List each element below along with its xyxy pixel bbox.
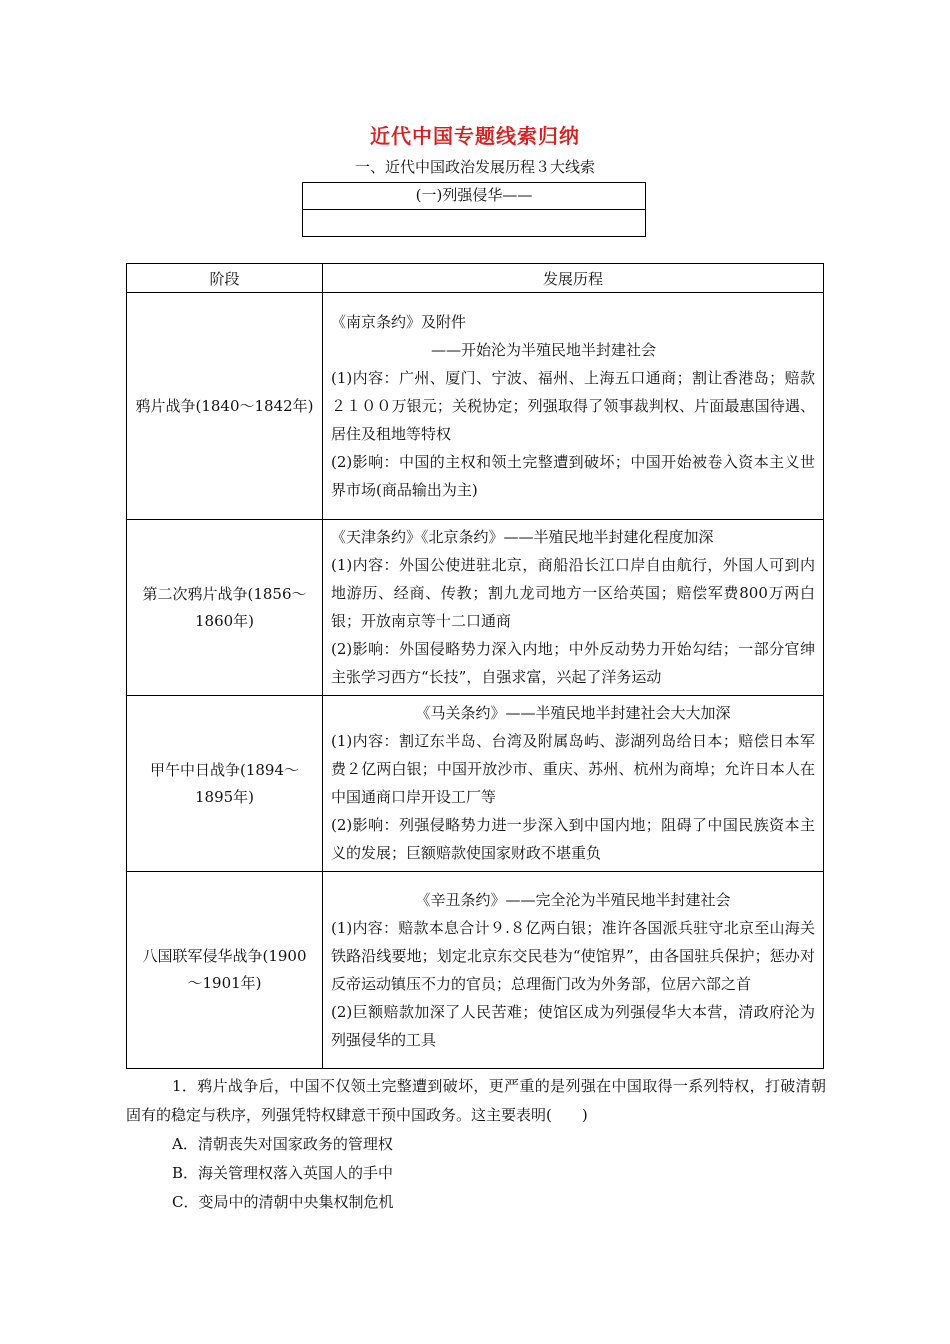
table-row (127, 696, 824, 872)
treaty-line: 《南京条约》及附件 (331, 312, 467, 331)
impact-text: (2)影响：中国的主权和领土完整遭到破坏；中国开始被卷入资本主义世界市场(商品输出为主) (331, 452, 815, 499)
option-b[interactable]: B．海关管理权落入英国人的手中 (172, 1164, 394, 1182)
treaty-line: 《天津条约》《北京条约》——半殖民地半封建化程度加深 (331, 528, 714, 546)
content-text: (1)内容：割辽东半岛、台湾及附属岛屿、澎湖列岛给日本；赔偿日本军费２亿两白银；中国开放沙市、重庆、苏州、杭州为商埠；允许日本人在中国通商口岸开设工厂等 (331, 732, 815, 806)
detail-cell (323, 520, 824, 696)
impact-text: (2)巨额赔款加深了人民苦难；使馆区成为列强侵华大本营，清政府沦为列强侵华的工具 (331, 1002, 815, 1049)
treaty-line: 《辛丑条约》——完全沦为半殖民地半封建社会 (415, 890, 731, 909)
table-row (127, 293, 824, 520)
stage-cell: 八国联军侵华战争(1900～1901年) (127, 872, 323, 1069)
impact-text: (2)影响：外国侵略势力深入内地；中外反动势力开始勾结；一部分官绅主张学习西方“长技”，自强求富，兴起了洋务运动 (331, 640, 815, 686)
content-text: (1)内容：外国公使进驻北京，商船沿长江口岸自由航行，外国人可到内地游历、经商、传教；割九龙司地方一区给英国；赔偿军费800万两白银；开放南京等十二口通商 (331, 556, 815, 630)
table-row (127, 872, 824, 1069)
section-subtitle: 一、近代中国政治发展历程３大线索 (354, 158, 595, 176)
question-stem: 1．鸦片战争后，中国不仅领土完整遭到破坏，更严重的是列强在中国取得一系列特权，打破清朝固有的稳定与秩序，列强凭特权肆意干预中国政务。这主要表明( ) (126, 1077, 826, 1124)
content-text: (1)内容：广州、厦门、宁波、福州、上海五口通商；割让香港岛；赔款２１００万银元；关税协定；列强取得了领事裁判权、片面最惠国待遇、居住及租地等特权 (331, 368, 815, 443)
treaty-effect: ——开始沦为半殖民地半封建社会 (431, 340, 657, 359)
option-c[interactable]: C．变局中的清朝中央集权制危机 (172, 1193, 394, 1211)
table-row (127, 520, 824, 696)
question-block (126, 1072, 826, 1217)
detail-cell (323, 696, 824, 872)
header-process: 发展历程 (323, 264, 824, 293)
header-stage: 阶段 (127, 264, 323, 293)
table-header-row (127, 264, 824, 293)
detail-cell (323, 872, 824, 1069)
section-box-heading: (一)列强侵华—— (303, 183, 645, 210)
history-table (126, 263, 824, 1069)
treaty-line: 《马关条约》——半殖民地半封建社会大大加深 (415, 704, 731, 722)
stage-cell: 甲午中日战争(1894～1895年) (127, 696, 323, 872)
page-title: 近代中国专题线索归纳 (370, 124, 580, 148)
stage-cell: 第二次鸦片战争(1856～1860年) (127, 520, 323, 696)
section-box (302, 182, 646, 237)
detail-cell (323, 293, 824, 520)
option-a[interactable]: A．清朝丧失对国家政务的管理权 (172, 1135, 393, 1153)
impact-text: (2)影响：列强侵略势力进一步深入到中国内地；阻碍了中国民族资本主义的发展；巨额赔款使国家财政不堪重负 (331, 816, 815, 862)
content-text: (1)内容：赔款本息合计９.８亿两白银；准许各国派兵驻守北京至山海关铁路沿线要地；划定北京东交民巷为“使馆界”，由各国驻兵保护；惩办对反帝运动镇压不力的官员；总理衙门改为外务部，位居六部之首 (331, 918, 815, 993)
stage-cell: 鸦片战争(1840～1842年) (127, 293, 323, 520)
